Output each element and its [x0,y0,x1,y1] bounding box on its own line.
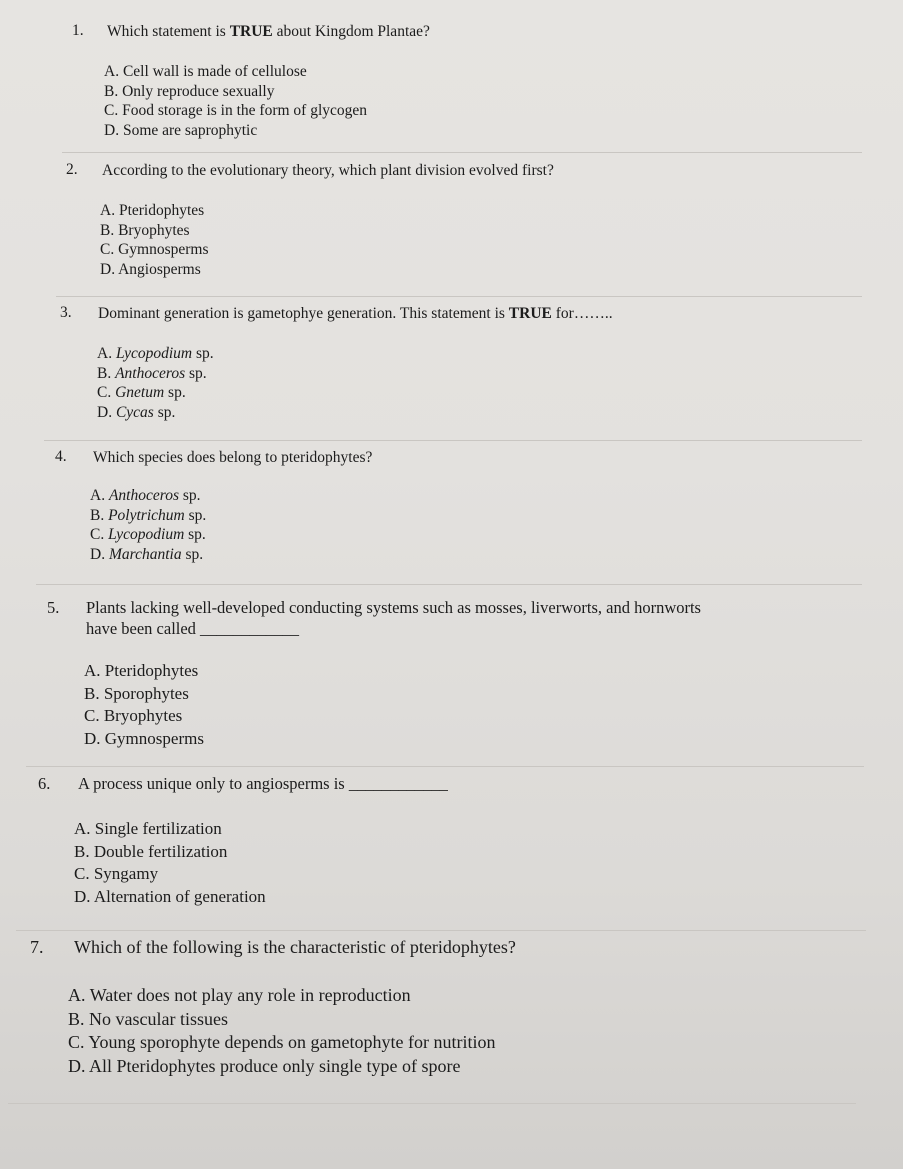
option-letter: D. [97,403,113,421]
option-letter: D. [68,1055,86,1076]
question-text-part: for…….. [551,305,613,322]
question-number: 3. [60,304,72,321]
option-b[interactable] [84,683,204,706]
option-text: Bryophytes [103,706,183,725]
option-b[interactable] [74,841,266,864]
option-text: All Pteridophytes produce only single type of spore [89,1055,461,1076]
option-letter: A. [74,819,91,838]
option-letter: B. [68,1008,85,1029]
question-text-emphasis: TRUE [229,23,273,40]
option-suffix: sp. [184,506,207,524]
option-list [100,201,209,279]
option-letter: A. [97,345,113,362]
option-text: Sporophytes [103,683,189,703]
option-letter: B. [97,364,112,382]
option-letter: A. [100,202,116,219]
option-text: Pteridophytes [104,661,199,680]
option-d[interactable] [74,886,266,909]
option-suffix: sp. [184,526,206,543]
option-text: Double fertilization [93,841,228,861]
option-letter: B. [84,683,100,703]
divider [8,1103,856,1104]
option-d[interactable] [90,545,206,565]
option-list [74,818,266,908]
option-text: Single fertilization [94,819,222,838]
option-genus: Anthoceros [115,364,186,382]
option-text: Cell wall is made of cellulose [122,63,307,80]
option-d[interactable] [84,728,204,751]
option-text: Gymnosperms [118,241,209,258]
option-b[interactable] [100,221,209,241]
option-c[interactable] [74,863,266,886]
option-letter: D. [90,545,106,563]
question-number: 1. [72,22,84,39]
option-a[interactable] [90,486,206,506]
option-letter: C. [84,706,100,725]
question-text [98,304,613,324]
question-number: 4. [55,448,67,465]
option-genus: Marchantia [108,545,182,563]
option-b[interactable] [68,1008,496,1032]
divider [16,930,866,931]
option-text: No vascular tissues [89,1008,228,1029]
option-a[interactable] [104,62,367,82]
option-suffix: sp. [192,345,214,362]
option-suffix: sp. [185,364,207,382]
option-letter: B. [104,82,119,100]
question-text: According to the evolutionary theory, which plant division evolved first? [102,162,554,179]
divider [44,440,862,441]
option-letter: C. [104,102,119,119]
option-text: Some are saprophytic [122,121,258,139]
option-text: Gymnosperms [104,728,204,748]
option-letter: C. [68,1032,85,1052]
option-letter: B. [100,221,115,239]
option-d[interactable] [97,403,214,423]
option-letter: A. [90,487,106,504]
option-c[interactable] [100,240,209,260]
option-text: Pteridophytes [118,202,205,219]
option-b[interactable] [97,364,214,384]
option-suffix: sp. [153,403,176,421]
question-text-part: about Kingdom Plantae? [272,23,430,40]
question-text-part: Which statement is [107,23,230,40]
option-letter: C. [90,526,105,543]
question-text: Which of the following is the characteristic of pteridophytes? [74,937,516,957]
option-letter: B. [90,506,105,524]
question-number: 7. [30,937,44,957]
option-genus: Polytrichum [108,506,185,524]
option-text: Water does not play any role in reproduction [89,985,411,1005]
option-text: Young sporophyte depends on gametophyte for nutrition [88,1032,496,1052]
option-letter: D. [100,260,116,278]
option-text: Bryophytes [118,221,190,239]
question-text-line-2: have been called ____________ [86,619,300,638]
option-genus: Lycopodium [108,526,185,543]
option-genus: Cycas [115,403,154,421]
divider [36,584,862,585]
option-list [97,344,214,422]
option-letter: A. [68,985,86,1005]
question-text-line-1: Plants lacking well-developed conducting systems such as mosses, liverworts, and hornworts [86,598,701,617]
option-letter: D. [84,728,101,748]
option-d[interactable] [68,1055,496,1079]
question-number: 6. [38,774,51,793]
question-text-part: Dominant generation is gametophye generation. This statement is [98,305,509,322]
option-genus: Lycopodium [115,345,193,362]
divider [62,152,862,153]
option-c[interactable] [68,1031,496,1055]
divider [26,766,864,767]
option-list [84,660,204,750]
option-list [68,984,496,1078]
divider [56,296,862,297]
option-text: Syngamy [93,864,159,883]
option-genus: Anthoceros [108,487,179,504]
option-a[interactable] [97,344,214,364]
option-b[interactable] [90,506,206,526]
question-text-emphasis: TRUE [508,305,552,322]
option-suffix: sp. [164,384,186,401]
option-c[interactable] [84,705,204,728]
option-letter: D. [74,886,91,906]
option-a[interactable] [74,818,266,841]
option-b[interactable] [104,82,367,102]
question-text: Which species does belong to pteridophytes? [93,449,373,466]
option-letter: A. [84,661,101,680]
question-number: 5. [47,598,60,617]
option-suffix: sp. [178,487,201,504]
question-number: 2. [66,161,78,178]
option-a[interactable] [84,660,204,683]
option-letter: D. [104,121,120,139]
option-letter: C. [97,384,112,401]
option-letter: C. [74,864,90,883]
option-text: Angiosperms [118,260,201,278]
option-text: Alternation of generation [93,886,266,906]
option-c[interactable] [90,525,206,545]
option-c[interactable] [97,383,214,403]
option-a[interactable] [100,201,209,221]
option-letter: A. [104,63,120,80]
option-text: Only reproduce sexually [122,82,275,100]
option-text: Food storage is in the form of glycogen [122,102,368,119]
option-list [104,62,367,140]
option-list [90,486,206,564]
option-suffix: sp. [181,545,204,563]
option-genus: Gnetum [115,384,165,401]
option-d[interactable] [100,260,209,280]
option-letter: C. [100,241,115,258]
option-c[interactable] [104,101,367,121]
option-letter: B. [74,841,90,861]
question-text [107,22,430,42]
question-text: A process unique only to angiosperms is ____________ [78,774,448,793]
option-d[interactable] [104,121,367,141]
option-a[interactable] [68,984,496,1008]
